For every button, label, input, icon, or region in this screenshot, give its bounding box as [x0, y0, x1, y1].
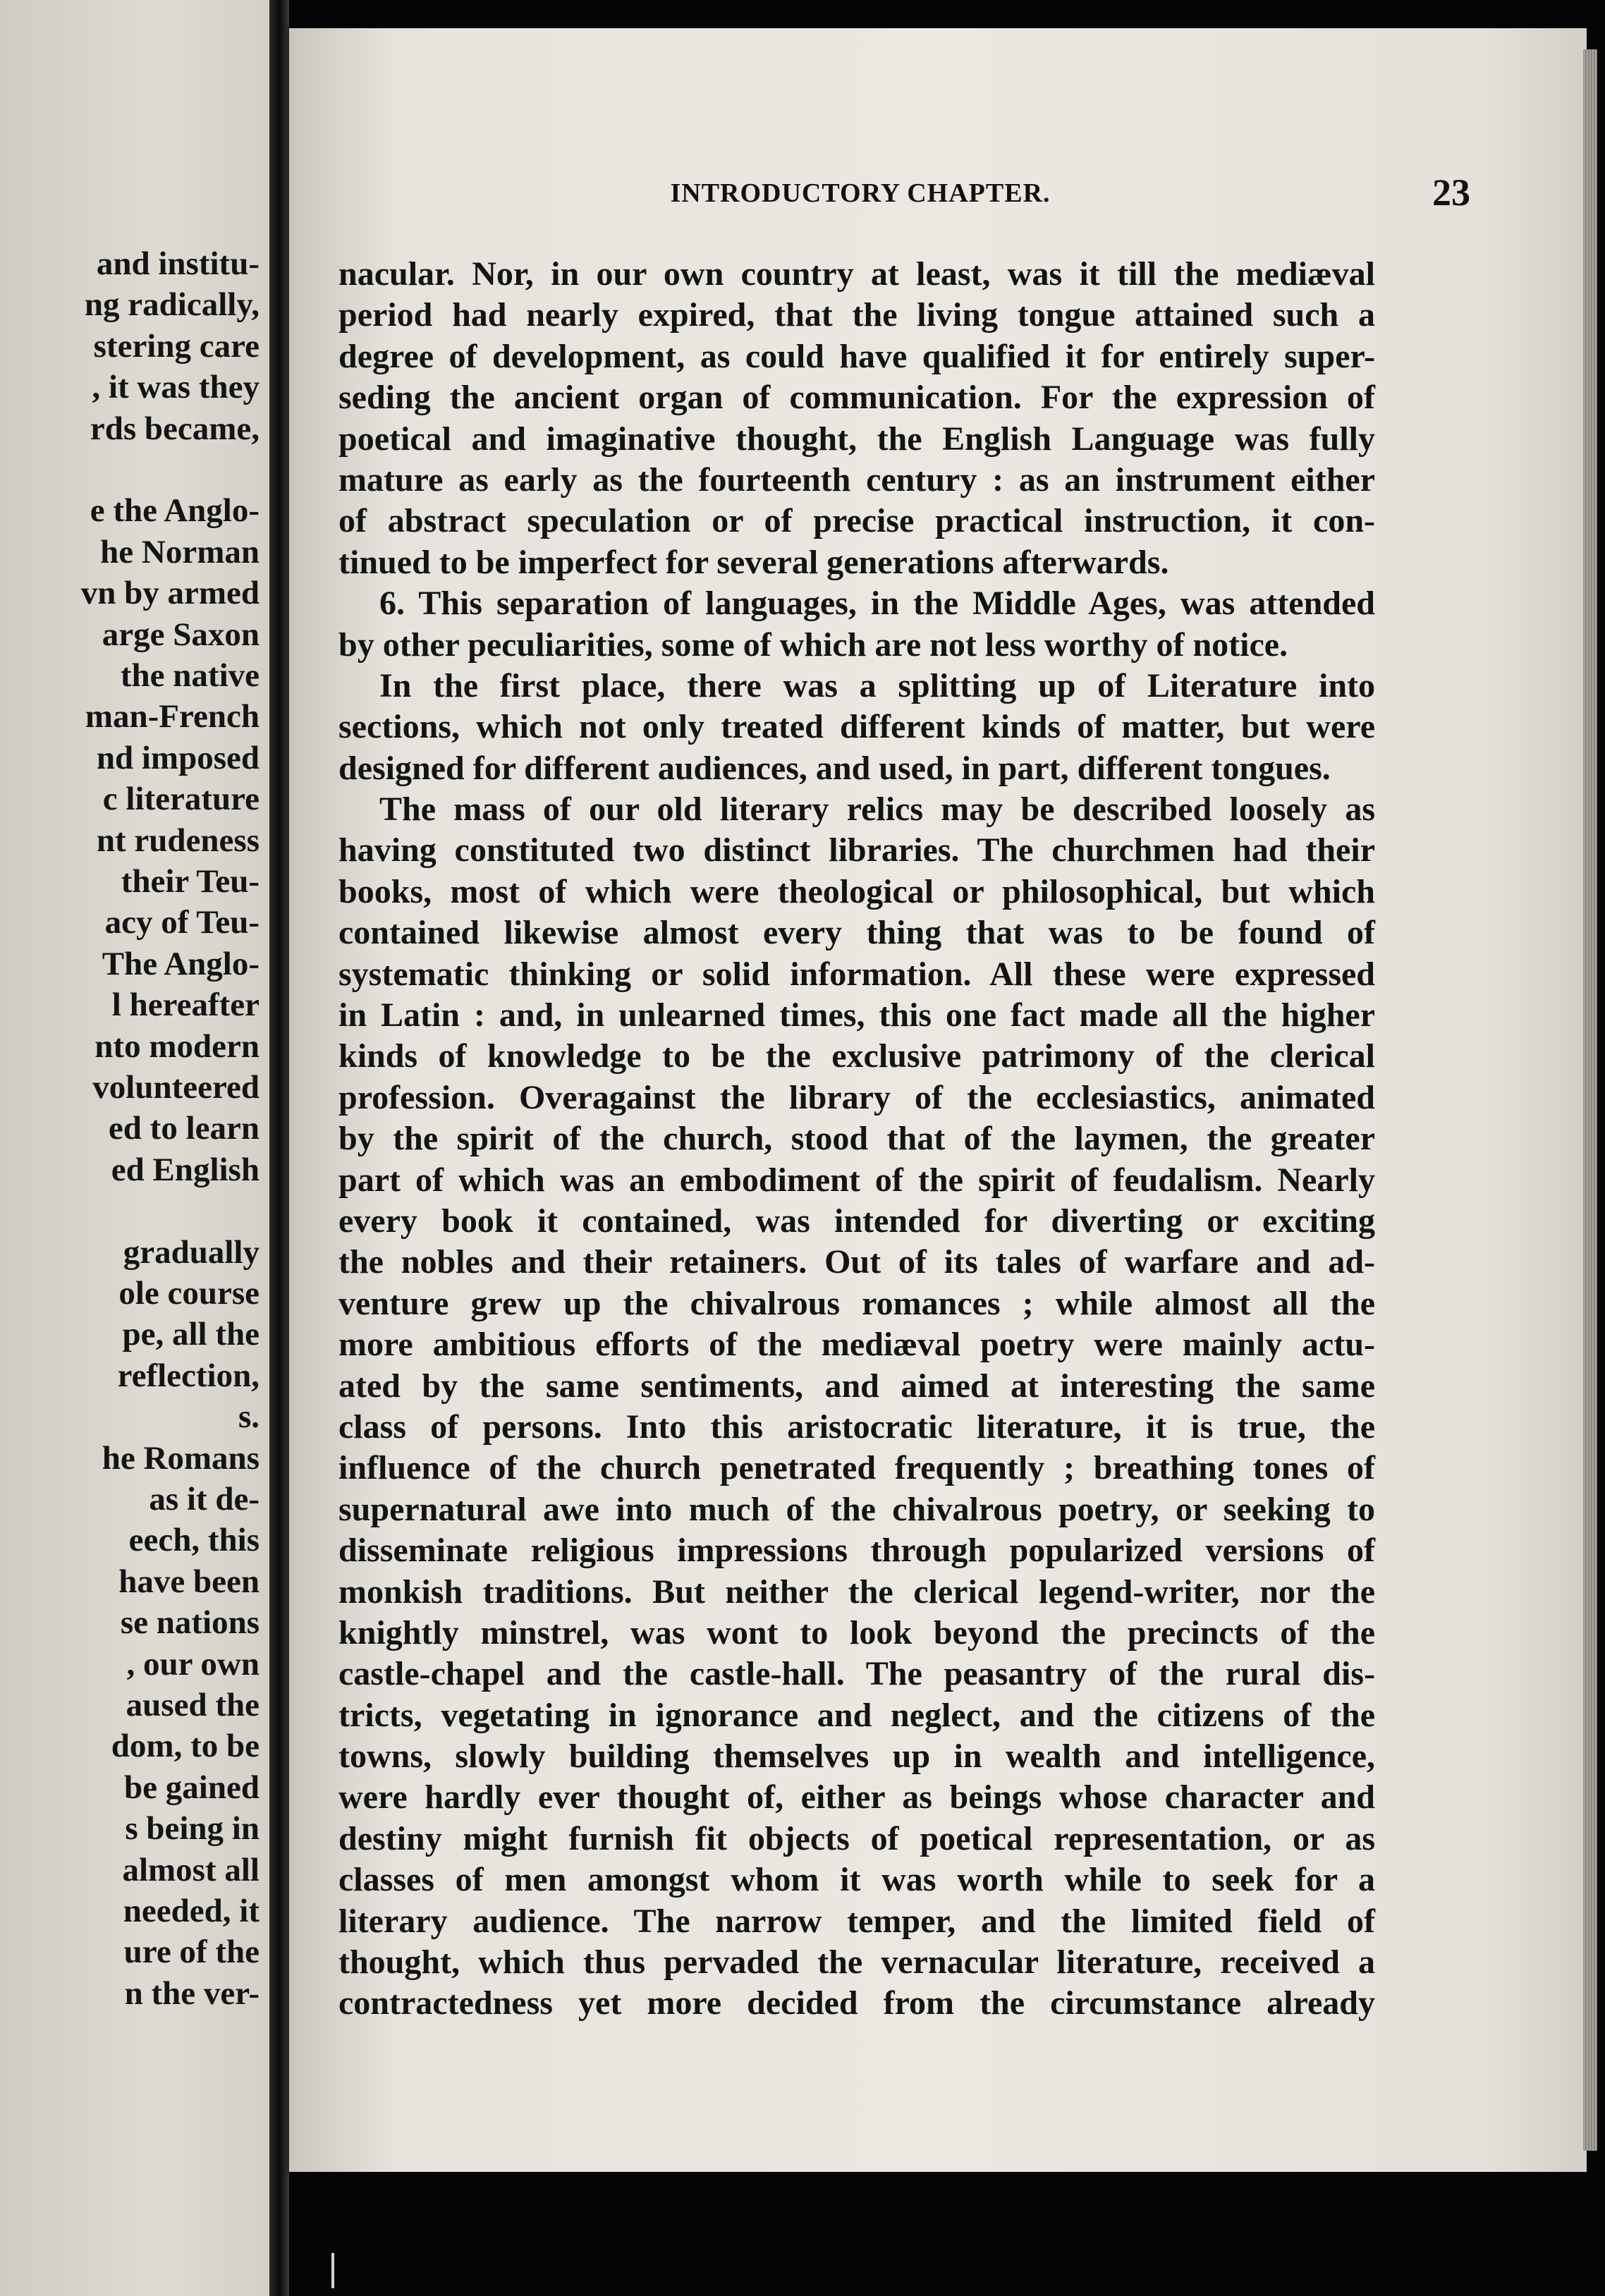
- text-line: tricts, vegetating in ignorance and neglect, and the citizens of the: [338, 1696, 1375, 1734]
- text-line: The mass of our old literary relics may be described loosely as: [379, 790, 1375, 829]
- left-page-line: pe, all the: [122, 1316, 260, 1353]
- text-line: nacular. Nor, in our own country at least, was it till the mediæval: [338, 255, 1375, 293]
- text-line: 6. This separation of languages, in the Middle Ages, was attended: [379, 585, 1375, 623]
- left-page-line: s being in: [125, 1810, 260, 1848]
- left-page-line: stering care: [93, 327, 260, 365]
- left-page-line: , it was they: [92, 369, 260, 406]
- left-page-line: be gained: [124, 1769, 260, 1806]
- left-page-line: rds became,: [90, 410, 260, 447]
- text-line: period had nearly expired, that the living tongue attained such a: [338, 296, 1375, 334]
- left-page-line: ed to learn: [108, 1110, 260, 1147]
- text-line: contained likewise almost every thing that was to be found of: [338, 914, 1375, 952]
- text-line: degree of development, as could have qualified it for entirely super-: [338, 337, 1375, 375]
- text-line: designed for different audiences, and used, in part, different tongues.: [338, 749, 1331, 787]
- left-page-line: , our own: [126, 1645, 260, 1683]
- text-line: books, most of which were theological or philosophical, but which: [338, 872, 1375, 910]
- text-line: part of which was an embodiment of the spirit of feudalism. Nearly: [338, 1161, 1375, 1199]
- left-page-line: ng radically,: [84, 286, 260, 324]
- page-number: 23: [1432, 171, 1470, 214]
- text-line: class of persons. Into this aristocratic literature, it is true, the: [338, 1407, 1375, 1446]
- left-page-line: e the Anglo-: [90, 492, 260, 530]
- left-page-line: as it de-: [149, 1481, 260, 1518]
- text-line: ated by the same sentiments, and aimed at interesting the same: [338, 1367, 1375, 1405]
- page-edge: [1583, 49, 1597, 2151]
- left-page-line: se nations: [120, 1604, 260, 1642]
- text-line: kinds of knowledge to be the exclusive patrimony of the clerical: [338, 1037, 1375, 1075]
- left-page-line: n the ver-: [124, 1974, 260, 2012]
- text-line: towns, slowly building themselves up in wealth and intelligence,: [338, 1738, 1375, 1776]
- left-page-line: l hereafter: [111, 987, 260, 1024]
- text-line: destiny might furnish fit objects of poetical representation, or as: [338, 1819, 1375, 1857]
- text-line: mature as early as the fourteenth century : as an instrument either: [338, 460, 1375, 499]
- text-line: disseminate religious impressions through popularized versions of: [338, 1532, 1375, 1570]
- text-line: monkish traditions. But neither the clerical legend-writer, nor the: [338, 1573, 1375, 1611]
- text-line: literary audience. The narrow temper, and the limited field of: [338, 1902, 1375, 1940]
- text-line: knightly minstrel, was wont to look beyond the precincts of the: [338, 1613, 1375, 1651]
- left-page-line: he Romans: [102, 1439, 260, 1477]
- text-line: of abstract speculation or of precise practical instruction, it con-: [338, 502, 1375, 540]
- left-page-line: nt rudeness: [96, 822, 260, 859]
- left-page-line: s.: [238, 1398, 260, 1436]
- left-page-line: needed, it: [123, 1893, 260, 1929]
- left-page-line: reflection,: [117, 1357, 260, 1394]
- left-page-line: eech, this: [128, 1522, 260, 1559]
- left-page-line: have been: [118, 1563, 260, 1600]
- right-page: [289, 28, 1587, 2172]
- text-line: were hardly ever thought of, either as beings whose character and: [338, 1778, 1375, 1816]
- text-line: thought, which thus pervaded the vernacular literature, received a: [338, 1943, 1375, 1981]
- body-text: [338, 254, 1375, 2025]
- text-line: systematic thinking or solid information. All these were expressed: [338, 955, 1375, 993]
- text-line: every book it contained, was intended for diverting or exciting: [338, 1202, 1375, 1240]
- book-gutter: [269, 0, 289, 2296]
- left-page-line: their Teu-: [121, 863, 260, 900]
- text-line: supernatural awe into much of the chivalrous poetry, or seeking to: [338, 1490, 1375, 1528]
- left-page-line: vn by armed: [80, 575, 260, 612]
- left-page-line: dom, to be: [111, 1728, 260, 1765]
- text-line: sections, which not only treated different kinds of matter, but were: [338, 708, 1375, 746]
- left-page-line: ed English: [111, 1151, 260, 1188]
- left-page-line: acy of Teu-: [104, 904, 260, 941]
- text-line: profession. Overagainst the library of the ecclesiastics, animated: [338, 1078, 1375, 1116]
- left-page-line: The Anglo-: [102, 945, 260, 982]
- left-page-line: ure of the: [123, 1934, 260, 1971]
- left-page-line: aused the: [126, 1687, 260, 1723]
- left-page-line: almost all: [122, 1851, 260, 1888]
- text-line: poetical and imaginative thought, the English Language was fully: [338, 420, 1375, 458]
- text-line: by the spirit of the church, stood that of the laymen, the greater: [338, 1120, 1375, 1158]
- left-page-line: nto modern: [94, 1027, 260, 1065]
- text-line: influence of the church penetrated frequently ; breathing tones of: [338, 1449, 1375, 1487]
- left-page-line: he Norman: [100, 533, 260, 570]
- left-page-line: and institu-: [96, 245, 260, 282]
- left-page-line: man-French: [85, 698, 260, 735]
- left-page-line: ole course: [118, 1275, 260, 1312]
- text-line: in Latin : and, in unlearned times, this one fact made all the higher: [338, 996, 1375, 1034]
- text-line: In the first place, there was a splitting up of Literature into: [379, 666, 1375, 704]
- left-page: [0, 0, 269, 2296]
- left-page-line: gradually: [123, 1233, 260, 1271]
- text-line: seding the ancient organ of communication. For the expression of: [338, 379, 1375, 417]
- text-line: the nobles and their retainers. Out of its tales of warfare and ad-: [338, 1243, 1375, 1281]
- text-line: venture grew up the chivalrous romances ; while almost all the: [338, 1284, 1375, 1322]
- left-page-line: nd imposed: [96, 739, 260, 776]
- running-head: [289, 171, 1587, 220]
- text-line: by other peculiarities, some of which are not less worthy of notice.: [338, 625, 1288, 664]
- text-line: contractedness yet more decided from the circumstance already: [338, 1984, 1375, 2022]
- left-page-line: c literature: [102, 781, 260, 818]
- chapter-title: INTRODUCTORY CHAPTER.: [670, 178, 1051, 208]
- text-line: more ambitious efforts of the mediæval poetry were mainly actu-: [338, 1326, 1375, 1364]
- left-page-line: volunteered: [92, 1069, 260, 1106]
- scan-mark: [331, 2253, 355, 2288]
- left-page-line: arge Saxon: [102, 616, 260, 653]
- text-line: castle-chapel and the castle-hall. The peasantry of the rural dis-: [338, 1655, 1375, 1693]
- left-page-line: the native: [120, 657, 260, 694]
- text-line: tinued to be imperfect for several generations afterwards.: [338, 543, 1169, 581]
- text-line: classes of men amongst whom it was worth while to seek for a: [338, 1861, 1375, 1899]
- text-line: having constituted two distinct libraries. The churchmen had their: [338, 831, 1375, 869]
